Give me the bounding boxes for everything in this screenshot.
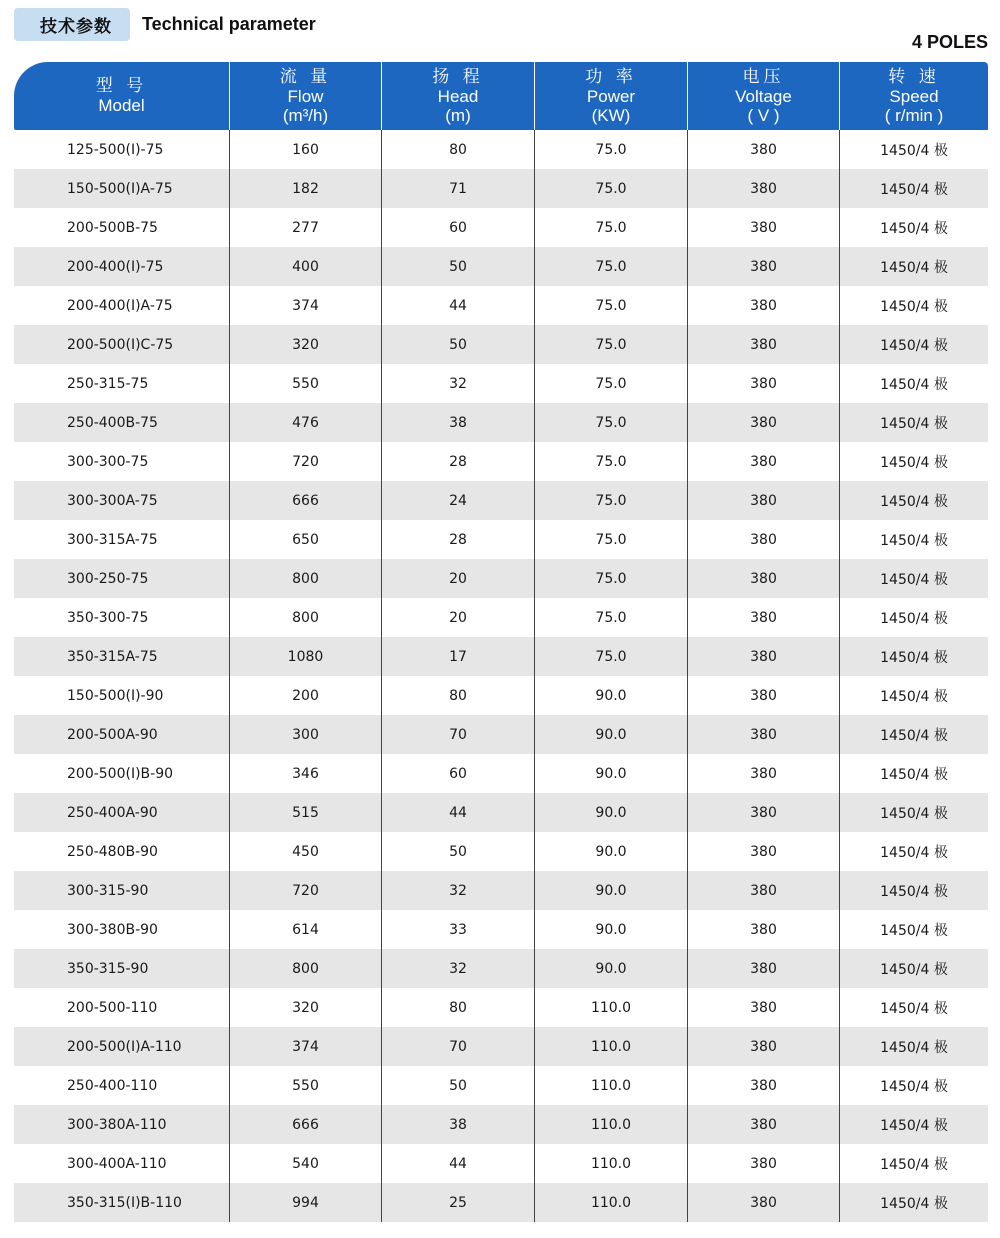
cell-head: 24 [382,481,535,520]
cell-flow: 277 [230,208,382,247]
cell-model: 300-380A-110 [14,1105,230,1144]
cell-power: 75.0 [535,559,688,598]
cell-flow: 400 [230,247,382,286]
cell-voltage: 380 [688,637,840,676]
cell-model: 350-315-90 [14,949,230,988]
cell-flow: 650 [230,520,382,559]
header-head-en: Head [437,86,479,106]
table-row [14,988,988,1027]
cell-voltage: 380 [688,832,840,871]
table-row [14,130,988,169]
cell-head: 60 [382,208,535,247]
table-row [14,481,988,520]
cell-voltage: 380 [688,676,840,715]
cell-voltage: 380 [688,949,840,988]
technical-parameter-table [14,62,988,1222]
cell-power: 90.0 [535,871,688,910]
cell-flow: 200 [230,676,382,715]
table-row [14,637,988,676]
title-cn: 技术参数 [14,8,130,41]
cell-speed: 1450/4 极 [880,610,948,627]
cell-speed: 1450/4 极 [880,961,948,978]
cell-flow: 550 [230,1066,382,1105]
cell-power: 90.0 [535,793,688,832]
cell-power: 90.0 [535,676,688,715]
cell-speed: 1450/4 极 [880,766,948,783]
cell-speed: 1450/4 极 [880,883,948,900]
cell-model: 350-315(I)B-110 [14,1183,230,1222]
cell-voltage: 380 [688,325,840,364]
cell-model: 250-400-110 [14,1066,230,1105]
table-row [14,1183,988,1222]
cell-voltage: 380 [688,1027,840,1066]
table-row [14,715,988,754]
cell-speed: 1450/4 极 [880,181,948,198]
header-power-en: Power [586,86,636,106]
cell-power: 110.0 [535,988,688,1027]
cell-voltage: 380 [688,1105,840,1144]
cell-speed: 1450/4 极 [880,844,948,861]
cell-head: 17 [382,637,535,676]
cell-speed: 1450/4 极 [880,142,948,159]
table-row [14,1066,988,1105]
cell-model: 300-300-75 [14,442,230,481]
cell-flow: 720 [230,871,382,910]
cell-flow: 800 [230,949,382,988]
cell-speed: 1450/4 极 [880,922,948,939]
cell-power: 75.0 [535,286,688,325]
cell-flow: 320 [230,988,382,1027]
cell-voltage: 380 [688,130,840,169]
cell-speed: 1450/4 极 [880,415,948,432]
cell-power: 75.0 [535,442,688,481]
header-flow-unit: (m³/h) [282,105,329,125]
cell-head: 70 [382,715,535,754]
table-row [14,754,988,793]
cell-head: 20 [382,598,535,637]
header-flow [230,62,382,130]
cell-flow: 450 [230,832,382,871]
cell-head: 50 [382,247,535,286]
cell-speed: 1450/4 极 [880,688,948,705]
cell-voltage: 380 [688,520,840,559]
cell-head: 28 [382,520,535,559]
table-row [14,559,988,598]
cell-head: 44 [382,1144,535,1183]
cell-voltage: 380 [688,1144,840,1183]
cell-model: 300-250-75 [14,559,230,598]
cell-speed: 1450/4 极 [880,259,948,276]
cell-power: 75.0 [535,364,688,403]
cell-model: 200-500(I)C-75 [14,325,230,364]
cell-flow: 515 [230,793,382,832]
cell-speed: 1450/4 极 [880,1000,948,1017]
header-flow-cn: 流 量 [279,66,332,87]
cell-head: 50 [382,832,535,871]
cell-flow: 346 [230,754,382,793]
cell-head: 32 [382,364,535,403]
cell-model: 300-380B-90 [14,910,230,949]
cell-model: 250-315-75 [14,364,230,403]
cell-head: 71 [382,169,535,208]
cell-flow: 550 [230,364,382,403]
cell-power: 75.0 [535,208,688,247]
table-body [14,130,988,1222]
table-row [14,949,988,988]
cell-model: 350-315A-75 [14,637,230,676]
cell-head: 44 [382,793,535,832]
table-row [14,598,988,637]
cell-model: 200-400(I)A-75 [14,286,230,325]
header-speed-cn: 转 速 [888,66,940,87]
cell-voltage: 380 [688,793,840,832]
cell-speed: 1450/4 极 [880,532,948,549]
cell-speed: 1450/4 极 [880,1039,948,1056]
cell-speed: 1450/4 极 [880,649,948,666]
table-row [14,793,988,832]
cell-voltage: 380 [688,364,840,403]
cell-power: 110.0 [535,1066,688,1105]
cell-flow: 1080 [230,637,382,676]
cell-voltage: 380 [688,403,840,442]
cell-flow: 994 [230,1183,382,1222]
table-row [14,403,988,442]
cell-flow: 300 [230,715,382,754]
cell-power: 75.0 [535,637,688,676]
cell-power: 75.0 [535,130,688,169]
cell-model: 300-315-90 [14,871,230,910]
table-row [14,871,988,910]
header-head [382,62,535,130]
cell-flow: 160 [230,130,382,169]
header-power-cn: 功 率 [585,66,637,87]
cell-head: 50 [382,325,535,364]
header-voltage [688,62,840,130]
table-header [14,62,988,130]
cell-flow: 540 [230,1144,382,1183]
header-flow-en: Flow [287,86,324,106]
cell-voltage: 380 [688,442,840,481]
table-row [14,1027,988,1066]
cell-speed: 1450/4 极 [880,493,948,510]
cell-power: 110.0 [535,1183,688,1222]
title-en: Technical parameter [142,13,316,34]
cell-model: 200-500(I)B-90 [14,754,230,793]
cell-voltage: 380 [688,247,840,286]
cell-power: 75.0 [535,520,688,559]
cell-model: 300-300A-75 [14,481,230,520]
table-row [14,1144,988,1183]
header-speed-unit: ( r/min ) [884,105,944,125]
cell-model: 200-500B-75 [14,208,230,247]
header-power-unit: (KW) [591,105,631,125]
cell-power: 110.0 [535,1105,688,1144]
cell-head: 25 [382,1183,535,1222]
cell-voltage: 380 [688,208,840,247]
cell-head: 20 [382,559,535,598]
cell-flow: 720 [230,442,382,481]
table-row [14,208,988,247]
cell-flow: 374 [230,286,382,325]
header-power [535,62,688,130]
table-row [14,520,988,559]
table-row [14,364,988,403]
cell-flow: 182 [230,169,382,208]
header-speed [840,62,988,130]
cell-head: 80 [382,676,535,715]
cell-power: 90.0 [535,949,688,988]
cell-speed: 1450/4 极 [880,220,948,237]
header-model [14,62,230,130]
header-voltage-cn: 电压 [742,66,785,87]
cell-head: 38 [382,1105,535,1144]
cell-model: 350-300-75 [14,598,230,637]
cell-speed: 1450/4 极 [880,298,948,315]
cell-power: 75.0 [535,247,688,286]
cell-head: 28 [382,442,535,481]
section-title [14,9,316,39]
cell-flow: 374 [230,1027,382,1066]
cell-speed: 1450/4 极 [880,1117,948,1134]
header-model-cn: 型 号 [95,76,148,96]
table-row [14,247,988,286]
header-voltage-unit: ( V ) [747,105,780,125]
cell-head: 50 [382,1066,535,1105]
cell-speed: 1450/4 极 [880,376,948,393]
cell-flow: 800 [230,559,382,598]
header-head-cn: 扬 程 [432,66,484,87]
cell-model: 250-400A-90 [14,793,230,832]
cell-speed: 1450/4 极 [880,571,948,588]
cell-model: 250-400B-75 [14,403,230,442]
cell-model: 200-500-110 [14,988,230,1027]
cell-head: 80 [382,130,535,169]
cell-model: 150-500(I)A-75 [14,169,230,208]
table-row [14,1105,988,1144]
cell-speed: 1450/4 极 [880,454,948,471]
header-model-en: Model [98,96,145,115]
cell-model: 300-315A-75 [14,520,230,559]
cell-voltage: 380 [688,1066,840,1105]
cell-voltage: 380 [688,481,840,520]
cell-speed: 1450/4 极 [880,337,948,354]
cell-power: 75.0 [535,169,688,208]
cell-flow: 476 [230,403,382,442]
header-speed-en: Speed [889,86,939,106]
cell-flow: 320 [230,325,382,364]
table-row [14,832,988,871]
cell-flow: 614 [230,910,382,949]
table-row [14,286,988,325]
cell-model: 200-500A-90 [14,715,230,754]
cell-power: 110.0 [535,1027,688,1066]
cell-speed: 1450/4 极 [880,727,948,744]
cell-head: 44 [382,286,535,325]
table-row [14,169,988,208]
cell-flow: 666 [230,481,382,520]
cell-power: 75.0 [535,598,688,637]
cell-speed: 1450/4 极 [880,1078,948,1095]
poles-label: 4 POLES [911,32,988,52]
cell-model: 300-400A-110 [14,1144,230,1183]
table-row [14,910,988,949]
cell-power: 75.0 [535,481,688,520]
cell-head: 32 [382,949,535,988]
cell-model: 200-500(I)A-110 [14,1027,230,1066]
cell-voltage: 380 [688,871,840,910]
cell-voltage: 380 [688,169,840,208]
table-row [14,442,988,481]
cell-power: 75.0 [535,325,688,364]
header-voltage-en: Voltage [735,86,792,106]
cell-head: 38 [382,403,535,442]
cell-power: 110.0 [535,1144,688,1183]
cell-voltage: 380 [688,1183,840,1222]
cell-voltage: 380 [688,598,840,637]
cell-model: 200-400(I)-75 [14,247,230,286]
cell-head: 60 [382,754,535,793]
cell-voltage: 380 [688,286,840,325]
table-row [14,325,988,364]
cell-voltage: 380 [688,559,840,598]
header-head-unit: (m) [445,105,471,125]
cell-voltage: 380 [688,715,840,754]
cell-model: 125-500(I)-75 [14,130,230,169]
cell-speed: 1450/4 极 [880,1156,948,1173]
cell-head: 33 [382,910,535,949]
cell-speed: 1450/4 极 [880,1195,948,1212]
cell-speed: 1450/4 极 [880,805,948,822]
cell-power: 75.0 [535,403,688,442]
cell-model: 250-480B-90 [14,832,230,871]
cell-flow: 666 [230,1105,382,1144]
cell-voltage: 380 [688,910,840,949]
cell-voltage: 380 [688,988,840,1027]
cell-power: 90.0 [535,910,688,949]
cell-head: 32 [382,871,535,910]
cell-power: 90.0 [535,832,688,871]
cell-head: 80 [382,988,535,1027]
cell-head: 70 [382,1027,535,1066]
cell-voltage: 380 [688,754,840,793]
cell-model: 150-500(I)-90 [14,676,230,715]
cell-power: 90.0 [535,754,688,793]
cell-power: 90.0 [535,715,688,754]
cell-flow: 800 [230,598,382,637]
table-row [14,676,988,715]
